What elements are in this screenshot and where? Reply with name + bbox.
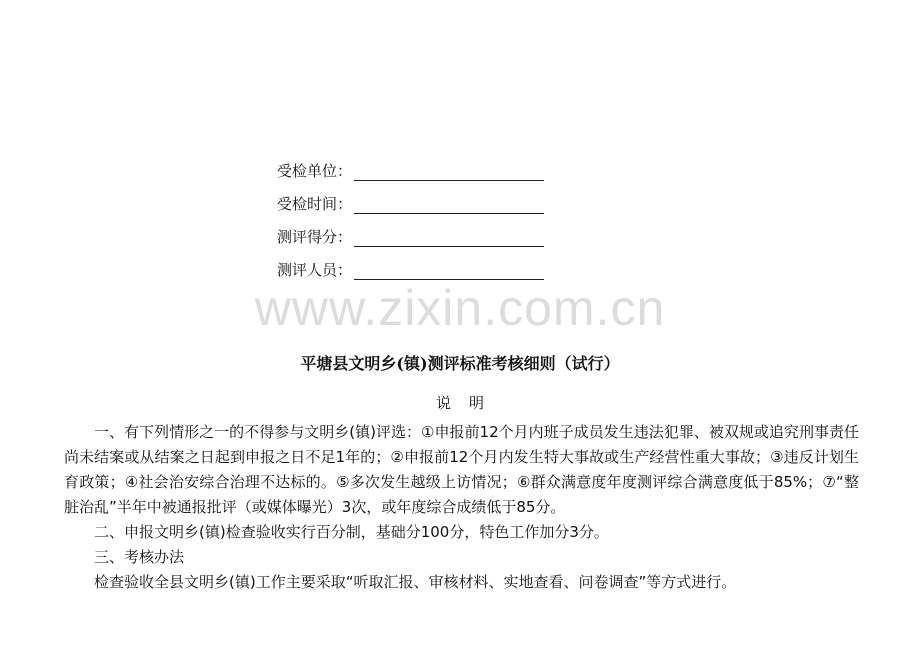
form-label-inspected-unit: 受检单位： [277,162,353,180]
form-row-evaluation-score [277,214,544,247]
evaluation-score-blank [354,226,544,247]
inspection-time-blank [354,193,544,214]
document-title: 平塘县文明乡(镇)测评标准考核细则（试行） [300,354,620,373]
form-label-inspection-time: 受检时间： [277,195,353,213]
paragraph-method-heading: 三、考核办法 [94,548,185,566]
form-row-evaluators [277,247,544,280]
inspection-form [277,148,544,280]
paragraph-method: 检查验收全县文明乡(镇)工作主要采取“听取汇报、审核材料、实地查看、问卷调查”等方式进行。 [94,573,737,591]
body-text [64,420,859,595]
form-row-inspection-time [277,181,544,214]
evaluators-blank [354,259,544,280]
form-label-evaluation-score: 测评得分： [277,228,353,246]
paragraph-scoring: 二、申报文明乡(镇)检查验收实行百分制，基础分100分，特色工作加分3分。 [94,523,609,541]
section-heading: 说明 [435,394,502,412]
form-label-evaluators: 测评人员： [277,261,353,279]
inspected-unit-blank [354,160,544,181]
watermark: www.zixin.com.cn [254,280,666,336]
form-row-inspected-unit [277,148,544,181]
paragraph-ineligibility: 一、有下列情形之一的不得参与文明乡(镇)评选：①申报前12个月内班子成员发生违法犯罪、被双规或追究刑事责任尚未结案或从结案之日起到申报之日不足1年的；②申报前12个月内发生特大事故或生产经营性重大事故；③违反计划生育政策；④社会治安综合治理不达标的。⑤多次发生越级上访情况；⑥群众满意度年度测评综合满意度低于85%；⑦“整脏治乱”半年中被通报批评（或媒体曝光）3次，或年度综合成绩低于85分。 [64,423,859,516]
